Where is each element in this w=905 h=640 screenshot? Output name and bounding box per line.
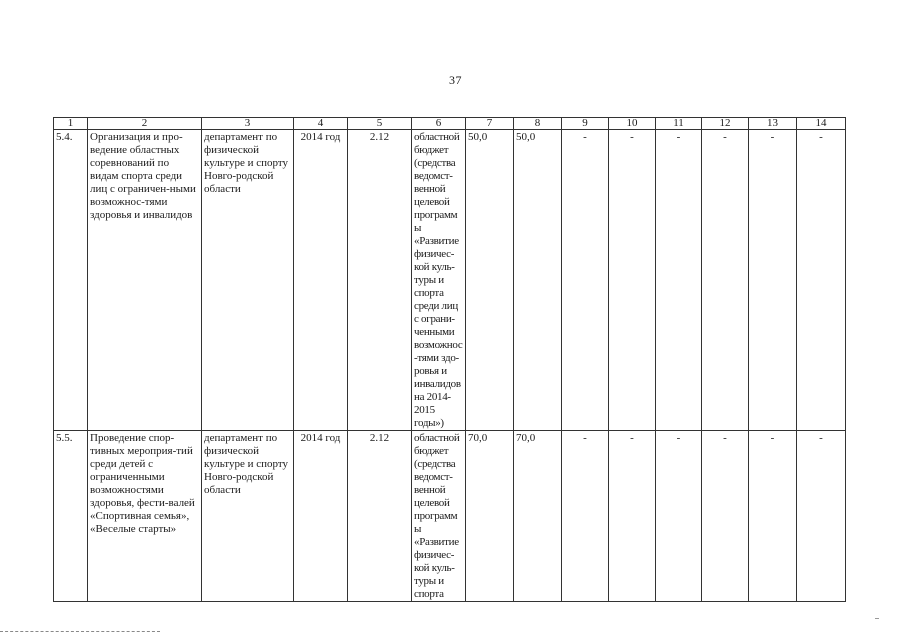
amount-cell: - bbox=[609, 431, 656, 602]
amount-cell: 70,0 bbox=[514, 431, 562, 602]
amount-cell: 50,0 bbox=[466, 130, 514, 431]
column-header: 2 bbox=[88, 118, 202, 130]
row-number: 5.4. bbox=[54, 130, 88, 431]
amount-cell: 70,0 bbox=[466, 431, 514, 602]
activity-name: Проведение спор-тивных мероприя-тий среди детей с ограниченными возможностями здоровья, фести-валей «Спортивная семья», «Веселые старты» bbox=[88, 431, 202, 602]
amount-cell: - bbox=[797, 431, 846, 602]
column-header: 8 bbox=[514, 118, 562, 130]
executor: департамент по физической культуре и спорту Новго-родской области bbox=[202, 431, 294, 602]
amount-cell: - bbox=[702, 130, 749, 431]
amount-cell: - bbox=[562, 130, 609, 431]
column-header: 10 bbox=[609, 118, 656, 130]
column-header: 7 bbox=[466, 118, 514, 130]
amount-cell: - bbox=[562, 431, 609, 602]
row-number: 5.5. bbox=[54, 431, 88, 602]
column-header: 9 bbox=[562, 118, 609, 130]
target-indicator: 2.12 bbox=[348, 130, 412, 431]
column-header: 4 bbox=[294, 118, 348, 130]
table-header-row bbox=[54, 118, 846, 130]
column-header: 11 bbox=[656, 118, 702, 130]
amount-cell: 50,0 bbox=[514, 130, 562, 431]
executor: департамент по физической культуре и спорту Новго-родской области bbox=[202, 130, 294, 431]
column-header: 3 bbox=[202, 118, 294, 130]
amount-cell: - bbox=[609, 130, 656, 431]
scan-mark bbox=[875, 618, 879, 619]
funding-source: областной бюджет (средства ведомст-венной целевой программы «Развитие физичес-кой куль-туры и спорта bbox=[412, 431, 466, 602]
target-indicator: 2.12 bbox=[348, 431, 412, 602]
activity-name: Организация и про-ведение областных соревнований по видам спорта среди лиц с ограничен-ными возможнос-тями здоровья и инвалидов bbox=[88, 130, 202, 431]
column-header: 1 bbox=[54, 118, 88, 130]
column-header: 5 bbox=[348, 118, 412, 130]
column-header: 12 bbox=[702, 118, 749, 130]
period: 2014 год bbox=[294, 130, 348, 431]
amount-cell: - bbox=[797, 130, 846, 431]
program-activities-table bbox=[53, 117, 846, 602]
column-header: 6 bbox=[412, 118, 466, 130]
period: 2014 год bbox=[294, 431, 348, 602]
amount-cell: - bbox=[749, 431, 797, 602]
table-row bbox=[54, 130, 846, 431]
column-header: 14 bbox=[797, 118, 846, 130]
amount-cell: - bbox=[702, 431, 749, 602]
page-number: 37 bbox=[449, 73, 462, 87]
table-row bbox=[54, 431, 846, 602]
footer-divider bbox=[0, 631, 160, 632]
funding-source: областной бюджет (средства ведомст-венной целевой программы «Развитие физичес-кой куль-туры и спорта среди лиц с ограни-ченными возможнос-тями здо-ровья и инвалидов на 2014-2015 годы») bbox=[412, 130, 466, 431]
amount-cell: - bbox=[656, 431, 702, 602]
amount-cell: - bbox=[749, 130, 797, 431]
column-header: 13 bbox=[749, 118, 797, 130]
amount-cell: - bbox=[656, 130, 702, 431]
